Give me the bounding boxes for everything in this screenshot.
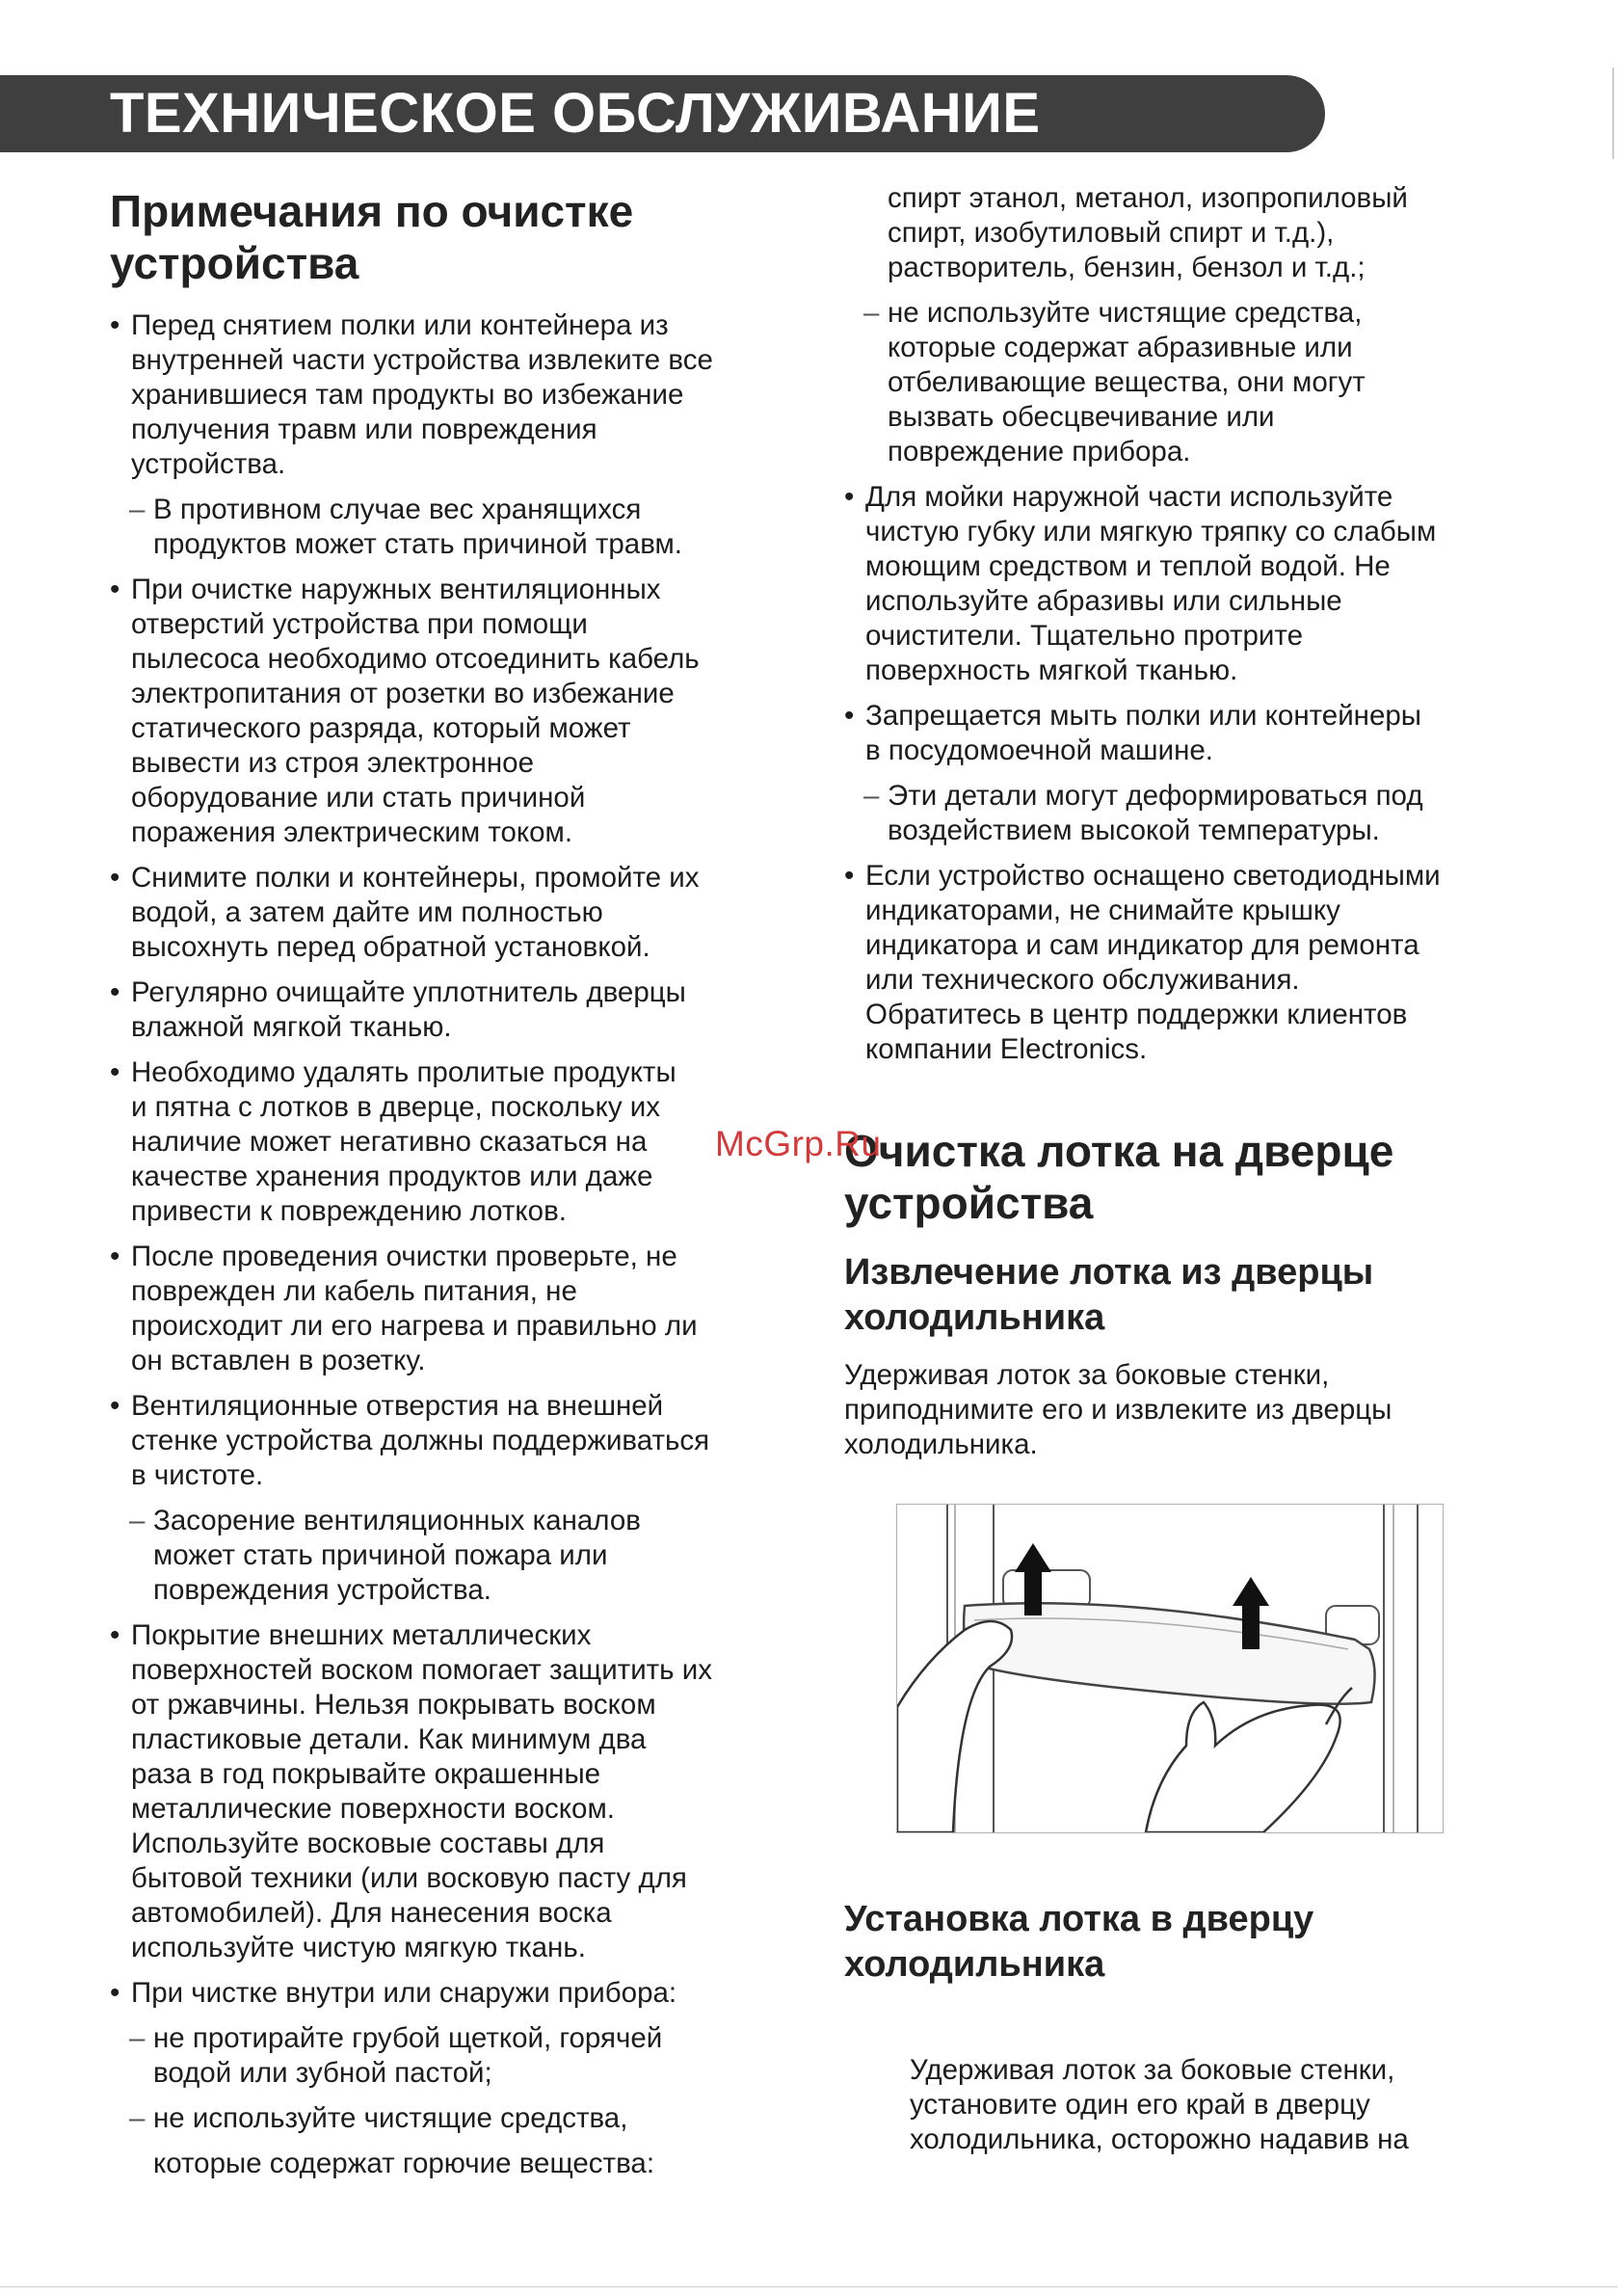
header-banner [0, 75, 1325, 152]
section-heading-door-tray: Очистка лотка на дверце устройства [844, 1126, 1394, 1228]
text-line: – не используйте чистящие средства, [888, 297, 1363, 329]
text-line: • Запрещается мыть полки или контейнеры [865, 700, 1421, 732]
text-line: устройства. [131, 448, 286, 480]
text-line: • Вентиляционные отверстия на внешней [131, 1390, 664, 1422]
text-line: пылесоса необходимо отсоединить кабель [131, 643, 700, 675]
dash-subitem [110, 2101, 784, 2136]
text-line: чистую губку или мягкую тряпку со слабым [865, 516, 1437, 547]
text-line: металлические поверхности воском. [131, 1793, 615, 1825]
text-line: Используйте восковые составы для [131, 1828, 605, 1859]
cleaning-notes-list-continued [844, 181, 1519, 1067]
text-line: внутренней части устройства извлеките все [131, 344, 713, 376]
tray-install-text [910, 2053, 1409, 2157]
paragraph-line: приподнимите его и извлеките из дверцы [844, 1394, 1393, 1426]
paragraph-line: холодильника. [844, 1428, 1038, 1460]
text-line: или технического обслуживания. [865, 964, 1300, 996]
tray-removal-illustration [896, 1504, 1444, 1833]
text-line: используйте чистую мягкую ткань. [131, 1932, 586, 1963]
text-line: • Покрытие внешних металлических [131, 1619, 592, 1651]
text-line: от ржавчины. Нельзя покрывать воском [131, 1689, 656, 1721]
continued-text [844, 181, 1519, 285]
bullet-item [110, 308, 784, 482]
bullet-item [844, 859, 1519, 1067]
right-column [844, 181, 1519, 2155]
bullet-item [844, 480, 1519, 688]
tray-removal-text [844, 1358, 1519, 1462]
dash-subitem [844, 296, 1519, 469]
bullet-item [110, 861, 784, 965]
text-line: может стать причиной пожара или [153, 1539, 608, 1571]
text-line: автомобилей). Для нанесения воска [131, 1897, 612, 1929]
text-line: вызвать обесцвечивание или [888, 401, 1275, 433]
text-line: • Снимите полки и контейнеры, промойте их [131, 862, 700, 894]
text-line: • Если устройство оснащено светодиодными [865, 860, 1441, 892]
text-line: – не протирайте грубой щеткой, горячей [153, 2022, 663, 2054]
text-line: – Засорение вентиляционных каналов [153, 1505, 641, 1536]
footer-line [0, 2286, 1618, 2287]
text-line: поверхностей воском помогает защитить их [131, 1654, 712, 1686]
section-heading-cleaning-notes: Примечания по очистке устройства [110, 186, 634, 288]
cleaning-notes-list [110, 308, 784, 2181]
bullet-item [110, 1976, 784, 2011]
text-line: водой, а затем дайте им полностью [131, 896, 603, 928]
paragraph-line: Удерживая лоток за боковые стенки, [844, 1359, 1330, 1391]
text-line: влажной мягкой тканью. [131, 1011, 452, 1043]
text-line: он вставлен в розетку. [131, 1345, 426, 1376]
tray-removal-drawing [897, 1505, 1443, 1832]
text-line: – В противном случае вес хранящихся [153, 494, 642, 525]
text-line: растворитель, бензин, бензол и т.д.; [888, 252, 1366, 283]
edge-line [1612, 67, 1614, 159]
text-line: электропитания от розетки во избежание [131, 678, 675, 709]
paragraph-line: установите один его край в дверцу [910, 2089, 1370, 2121]
text-line: • Для мойки наружной части используйте [865, 481, 1393, 513]
text-line: в посудомоечной машине. [865, 734, 1213, 766]
text-line: и пятна с лотков в дверце, поскольку их [131, 1091, 661, 1123]
text-line: • После проведения очистки проверьте, не [131, 1241, 677, 1272]
text-line: которые содержат абразивные или [888, 332, 1353, 363]
text-line: повреждение прибора. [888, 436, 1191, 467]
bullet-item [110, 1055, 784, 1229]
bullet-item [110, 1389, 784, 1493]
text-line: наличие может негативно сказаться на [131, 1126, 648, 1158]
text-line: оборудование или стать причиной [131, 782, 586, 814]
text-line: высохнуть перед обратной установкой. [131, 931, 650, 963]
dash-subitem [110, 2021, 784, 2091]
text-line: хранившиеся там продукты во избежание [131, 379, 684, 411]
text-line: которые содержат горючие вещества: [153, 2148, 655, 2179]
text-line: компании Electronics. [865, 1033, 1148, 1065]
bullet-item [110, 573, 784, 850]
text-line: водой или зубной пастой; [153, 2057, 492, 2089]
text-line: индикаторами, не снимайте крышку [865, 894, 1340, 926]
text-line: пластиковые детали. Как минимум два [131, 1723, 647, 1755]
text-line: Обратитесь в центр поддержки клиентов [865, 999, 1408, 1030]
text-line: привести к повреждению лотков. [131, 1195, 567, 1227]
text-line: в чистоте. [131, 1459, 264, 1491]
text-line: статического разряда, который может [131, 712, 631, 744]
text-line: • При очистке наружных вентиляционных [131, 574, 661, 605]
continued-text [110, 2147, 784, 2181]
dash-subitem [844, 779, 1519, 848]
text-line: спирт этанол, метанол, изопропиловый [888, 182, 1408, 214]
dash-subitem [110, 1504, 784, 1608]
text-line: получения травм или повреждения [131, 414, 597, 445]
text-line: вывести из строя электронное [131, 747, 534, 779]
text-line: отбеливающие вещества, они могут [888, 366, 1366, 398]
bullet-item [110, 1240, 784, 1378]
text-line: поражения электрическим током. [131, 816, 573, 848]
text-line: повреждения устройства. [153, 1574, 492, 1606]
text-line: качестве хранения продуктов или даже [131, 1161, 653, 1192]
subheading-tray-install: Установка лотка в дверцу холодильника [844, 1899, 1314, 1985]
text-line: поверхность мягкой тканью. [865, 654, 1238, 686]
text-line: • Перед снятием полки или контейнера из [131, 309, 669, 341]
watermark-text: McGrp.Ru [715, 1124, 882, 1163]
text-line: моющим средством и теплой водой. Не [865, 550, 1391, 582]
text-line: поврежден ли кабель питания, не [131, 1275, 577, 1307]
bullet-item [110, 975, 784, 1045]
bullet-item [844, 699, 1519, 768]
text-line: воздействием высокой температуры. [888, 814, 1380, 846]
dash-subitem [110, 493, 784, 562]
text-line: отверстий устройства при помощи [131, 608, 588, 640]
text-line: – Эти детали могут деформироваться под [888, 780, 1423, 812]
text-line: раза в год покрывайте окрашенные [131, 1758, 601, 1790]
text-line: продуктов может стать причиной травм. [153, 528, 683, 560]
text-line: бытовой техники (или восковую пасту для [131, 1862, 687, 1894]
paragraph-line: холодильника, осторожно надавив на [910, 2123, 1409, 2155]
text-line: используйте абразивы или сильные [865, 585, 1342, 617]
text-line: • Регулярно очищайте уплотнитель дверцы [131, 976, 686, 1008]
text-line: – не используйте чистящие средства, [153, 2102, 628, 2134]
paragraph-line: Удерживая лоток за боковые стенки, [910, 2054, 1395, 2086]
subheading-tray-removal: Извлечение лотка из дверцы холодильника [844, 1252, 1374, 1338]
text-line: очистители. Тщательно протрите [865, 620, 1303, 652]
text-line: • Необходимо удалять пролитые продукты [131, 1056, 676, 1088]
left-column [110, 185, 784, 2192]
text-line: происходит ли его нагрева и правильно ли [131, 1310, 698, 1342]
text-line: • При чистке внутри или снаружи прибора: [131, 1977, 677, 2009]
text-line: спирт, изобутиловый спирт и т.д.), [888, 217, 1335, 249]
page-title: ТЕХНИЧЕСКОЕ ОБСЛУЖИВАНИЕ [110, 82, 1041, 145]
text-line: индикатора и сам индикатор для ремонта [865, 929, 1419, 961]
bullet-item [110, 1618, 784, 1965]
text-line: стенке устройства должны поддерживаться [131, 1425, 710, 1456]
